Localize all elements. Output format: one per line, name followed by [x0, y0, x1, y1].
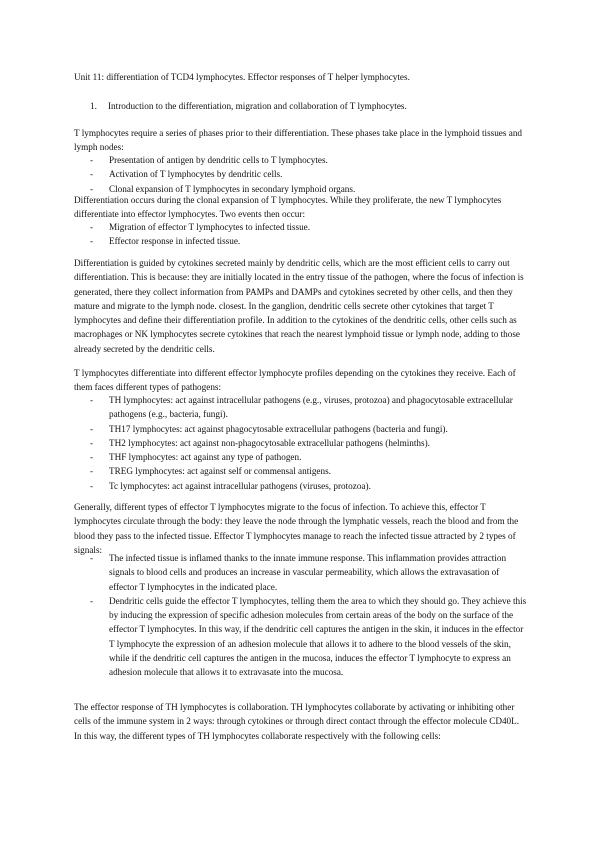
paragraph-differentiation: Differentiation occurs during the clonal expansion of T lymphocytes. While they proliferate, the new T lymphocytes differentiate into effector lymphocytes. Two events then occur: [74, 195, 502, 220]
bullet-dash: - [90, 452, 94, 463]
bullet-dash: - [90, 480, 94, 491]
list-item: - The infected tissue is inflamed thanks to the innate immune response. This inflammation provides attraction signals to blood cells and produces an increase in vascular permeability, which allows the extravasation of effector T lymphocytes in the indicated place. [90, 553, 507, 592]
section-heading [90, 99, 530, 113]
list-item: - Dendritic cells guide the effector T lymphocytes, telling them the area to which they should go. They achieve this by inducing the expression of specific adhesion molecules from certain areas of the body on the surface of the effector T lymphocytes. In this way, if the dendritic cell captures the antigen in the skin, it induces in the effector T lymphocyte the expression of an adhesion molecule that allows it to adhere to the blood vessels of the skin, while if the dendritic cell captures the antigen in the mucosa, induces the effector T lymphocyte to express an adhesion molecule that allows it to extravasate into the mucosa. [90, 595, 527, 678]
section-heading-text: Introduction to the differentiation, migration and collaboration of T lymphocytes. [108, 101, 407, 111]
paragraph-cytokines: Differentiation is guided by cytokines secreted mainly by dendritic cells, which are the most efficient cells to carry out differentiation. This is because: they are initially located in the entry tissue of the pathogen, where the focus of infection is generated, there they collect information from PAMPs and DAMPs and cytokines secreted by other cells, and then they mature and migrate to the lymph node. closest. In the ganglion, dendritic cells secrete other cytokines that target T lymphocytes and define their differentiation profile. In addition to the cytokines of the dendritic cells, other cells such as macrophages or NK lymphocytes secrete cytokines that reach the nearest lymphoid tissue or lymph node, adding to those already secreted by the dendritic cells. [74, 258, 524, 354]
list-item: - THF lymphocytes: act against any type of pathogen. [90, 450, 528, 464]
bullet-dash: - [90, 395, 94, 405]
bullet-dash: - [90, 466, 94, 477]
section-number: 1. [90, 101, 97, 111]
phases-list [90, 153, 528, 196]
bullet-dash: - [90, 595, 94, 606]
paragraph-phases: T lymphocytes require a series of phases prior to their differentiation. These phases take place in the lymphoid tissues and lymph nodes: [74, 128, 523, 153]
profiles-list [90, 393, 528, 493]
bullet-dash: - [90, 183, 94, 194]
list-item: - Effector response in infected tissue. [90, 234, 528, 248]
bullet-dash: - [90, 222, 94, 232]
list-item: - TH2 lymphocytes: act against non-phagocytosable extracellular pathogens (helminths). [90, 436, 528, 450]
list-item: - TH lymphocytes: act against intracellular pathogens (e.g., viruses, protozoa) and phagocytosable extracellular pathogens (e.g., bacteria, fungi). [90, 395, 513, 420]
document-title: Unit 11: differentiation of TCD4 lymphocytes. Effector responses of T helper lymphocytes. [74, 72, 410, 82]
bullet-dash: - [90, 155, 94, 165]
bullet-dash: - [90, 236, 94, 247]
paragraph-collaboration [74, 700, 528, 743]
bullet-dash: - [90, 423, 94, 434]
list-item: - TH17 lymphocytes: act against phagocytosable extracellular pathogens (bacteria and fungi). [90, 422, 528, 436]
list-item: - Presentation of antigen by dendritic cells to T lymphocytes. [90, 153, 528, 167]
list-item: - Clonal expansion of T lymphocytes in secondary lymphoid organs. [90, 182, 528, 196]
bullet-dash: - [90, 169, 94, 180]
bullet-dash: - [90, 437, 94, 448]
paragraph-migration: Generally, different types of effector T lymphocytes migrate to the focus of infection. To achieve this, effector T lymphocytes circulate through the body: they leave the node through the lymphatic vessels, reach the blood and from the blood they pass to the infected tissue. Effector T lymphocytes manage to reach the infected tissue attracted by 2 types of signals: [74, 502, 519, 555]
collaboration-text: The effector response of TH lymphocytes is collaboration. TH lymphocytes collaborate by activating or inhibiting other cells of the immune system in 2 ways: through cytokines or through direct contact through the effector molecule CD40L. [74, 702, 520, 727]
events-list [90, 220, 528, 249]
signals-list [90, 551, 528, 680]
list-item: - TREG lymphocytes: act against self or commensal antigens. [90, 464, 528, 478]
collaboration-cells-text: In this way, the different types of TH lymphocytes collaborate respectively with the following cells: [74, 730, 441, 741]
bullet-dash: - [90, 553, 94, 563]
list-item: - Activation of T lymphocytes by dendritic cells. [90, 167, 528, 181]
paragraph-profiles: T lymphocytes differentiate into different effector lymphocyte profiles depending on the cytokines they receive. Each of them faces different types of pathogens: [74, 368, 516, 393]
list-item: - Tc lymphocytes: act against intracellular pathogens (viruses, protozoa). [90, 479, 528, 493]
list-item: - Migration of effector T lymphocytes to infected tissue. [90, 220, 528, 234]
